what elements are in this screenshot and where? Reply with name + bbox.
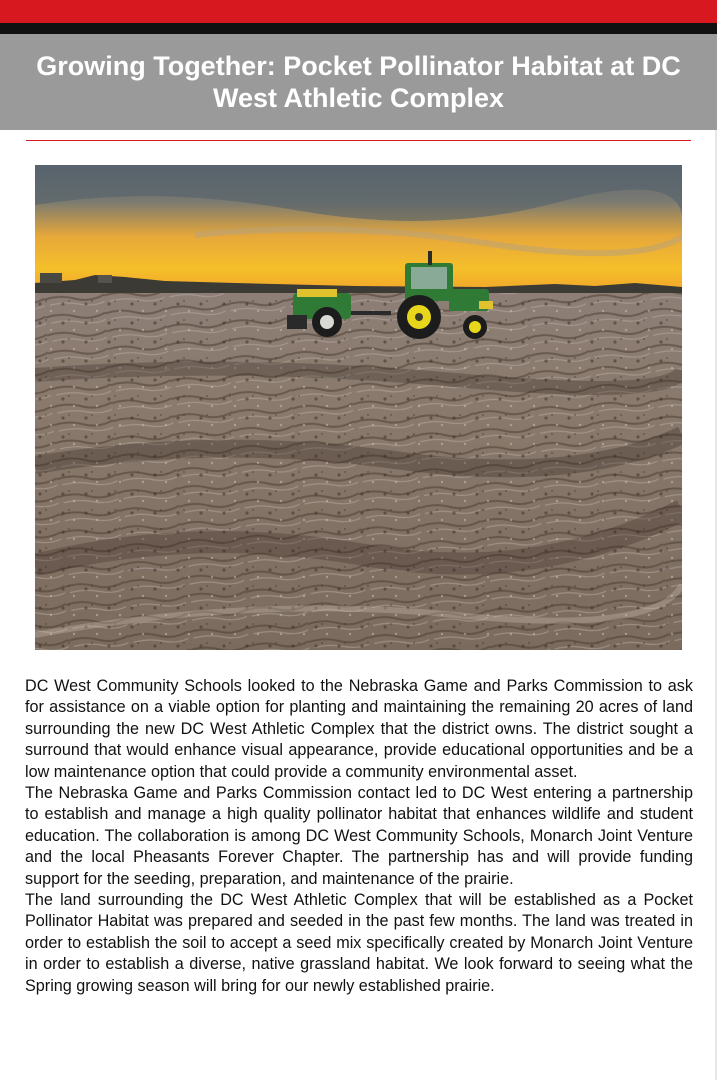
article-paragraph-1: DC West Community Schools looked to the Nebraska Game and Parks Commission to ask for assistance on a viable option for planting and maintaining the remaining 20 acres of land surrounding the new DC West Athletic Complex that the district owns. The district sought a surround that would enhance visual appearance, provide educational opportunities and be a low maintenance option that could provide a community environmental asset.: [25, 677, 693, 781]
title-divider: [26, 140, 691, 141]
page-title: Growing Together: Pocket Pollinator Habitat at DC West Athletic Complex: [36, 51, 681, 113]
top-black-band: [0, 23, 717, 34]
article-paragraph-3: The land surrounding the DC West Athletic Complex that will be established as a Pocket Pollinator Habitat was prepared and seeded in the past few months. The land was treated in order to establish the soil to accept a seed mix specifically created by Monarch Joint Venture in order to establish a diverse, native grassland habitat. We look forward to seeing what the Spring growing season will bring for our newly established prairie.: [25, 891, 693, 995]
title-bar: [0, 34, 717, 130]
article-paragraph-2: The Nebraska Game and Parks Commission contact led to DC West entering a partnership to establish and manage a high quality pollinator habitat that enhances wildlife and student education. The collaboration is among DC West Community Schools, Monarch Joint Venture and the local Pheasants Forever Chapter. The partnership has and will provide funding support for the seeding, preparation, and maintenance of the prairie.: [25, 784, 693, 888]
article-body: [25, 676, 693, 997]
top-red-band: [0, 0, 717, 23]
tractor-field-photo: [35, 165, 682, 650]
